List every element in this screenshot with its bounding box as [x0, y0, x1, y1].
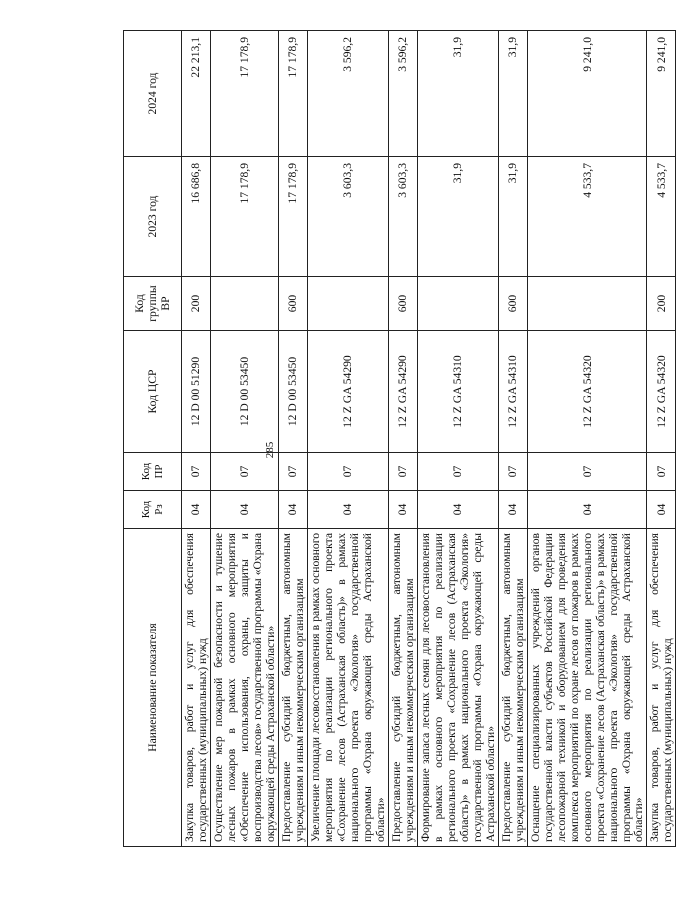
row-2023-cell: 3 603,3 — [388, 157, 417, 277]
header-pr: Код ПР — [124, 453, 182, 491]
table-header-row — [124, 31, 182, 847]
row-2023-cell: 31,9 — [498, 157, 527, 277]
row-csr-cell: 12 D 00 53450 — [210, 331, 278, 453]
row-name-cell: Предоставление субсидий бюджетным, автономным учреждениям и иным некоммерческим организациям — [498, 529, 527, 847]
row-csr-cell: 12 D 00 51290 — [182, 331, 211, 453]
header-2024: 2024 год — [124, 31, 182, 157]
row-2023-cell: 16 686,8 — [182, 157, 211, 277]
row-pr-cell: 07 — [210, 453, 278, 491]
row-2023-cell: 17 178,9 — [278, 157, 307, 277]
table-row — [307, 31, 388, 847]
row-vr-cell — [307, 277, 388, 331]
row-name-cell: Оснащение специализированных учреждений органов государственной власти субъектов Российской Федерации лесопожарной техникой и оборудованием для проведения комплекса мероприятий по охране лесов от пожаров в рамках основного мероприятия по реализации регионального проекта «Сохранение лесов (Астраханская область)» в рамках национального проекта «Экология» государственной программы «Охрана окружающей среды Астраханской области» — [527, 529, 647, 847]
row-2024-cell: 17 178,9 — [278, 31, 307, 157]
row-pr-cell: 07 — [647, 453, 676, 491]
row-pr-cell: 07 — [278, 453, 307, 491]
table-row — [527, 31, 647, 847]
page-number: 285 — [264, 441, 276, 459]
row-rz-cell: 04 — [278, 491, 307, 529]
row-csr-cell: 12 Z GA 54320 — [527, 331, 647, 453]
row-name-cell: Осуществление мер пожарной безопасности и тушение лесных пожаров в рамках основного мероприятия «Обеспечение использования, охраны, защиты и воспроизводства лесов» государственной программы «Охрана окружающей среды Астраханской области» — [210, 529, 278, 847]
header-name: Наименование показателя — [124, 529, 182, 847]
row-2024-cell: 9 241,0 — [527, 31, 647, 157]
row-pr-cell: 07 — [307, 453, 388, 491]
row-2024-cell: 9 241,0 — [647, 31, 676, 157]
row-rz-cell: 04 — [307, 491, 388, 529]
row-vr-cell — [210, 277, 278, 331]
table-row — [417, 31, 498, 847]
row-csr-cell: 12 Z GA 54310 — [498, 331, 527, 453]
row-rz-cell: 04 — [647, 491, 676, 529]
row-vr-cell: 200 — [647, 277, 676, 331]
header-2023: 2023 год — [124, 157, 182, 277]
row-pr-cell: 07 — [417, 453, 498, 491]
row-rz-cell: 04 — [527, 491, 647, 529]
row-name-cell: Предоставление субсидий бюджетным, автономным учреждениям и иным некоммерческим организациям — [278, 529, 307, 847]
table-row — [278, 31, 307, 847]
row-rz-cell: 04 — [498, 491, 527, 529]
row-2023-cell: 4 533,7 — [527, 157, 647, 277]
row-pr-cell: 07 — [182, 453, 211, 491]
row-csr-cell: 12 D 00 53450 — [278, 331, 307, 453]
row-csr-cell: 12 Z GA 54290 — [388, 331, 417, 453]
row-csr-cell: 12 Z GA 54320 — [647, 331, 676, 453]
row-name-cell: Предоставление субсидий бюджетным, автономным учреждениям и иным некоммерческим организациям — [388, 529, 417, 847]
row-csr-cell: 12 Z GA 54310 — [417, 331, 498, 453]
row-vr-cell: 600 — [498, 277, 527, 331]
row-2024-cell: 31,9 — [498, 31, 527, 157]
table-row — [498, 31, 527, 847]
row-vr-cell: 600 — [388, 277, 417, 331]
row-2023-cell: 3 603,3 — [307, 157, 388, 277]
row-rz-cell: 04 — [417, 491, 498, 529]
row-2024-cell: 31,9 — [417, 31, 498, 157]
row-rz-cell: 04 — [182, 491, 211, 529]
row-2024-cell: 3 596,2 — [388, 31, 417, 157]
row-csr-cell: 12 Z GA 54290 — [307, 331, 388, 453]
row-pr-cell: 07 — [388, 453, 417, 491]
row-pr-cell: 07 — [498, 453, 527, 491]
rotated-table-container — [123, 31, 675, 847]
header-rz: Код Рз — [124, 491, 182, 529]
header-csr: Код ЦСР — [124, 331, 182, 453]
row-2023-cell: 17 178,9 — [210, 157, 278, 277]
budget-table — [123, 30, 676, 847]
header-vr: Код группы ВР — [124, 277, 182, 331]
row-vr-cell: 200 — [182, 277, 211, 331]
row-pr-cell: 07 — [527, 453, 647, 491]
row-name-cell: Закупка товаров, работ и услуг для обеспечения государственных (муниципальных) нужд — [182, 529, 211, 847]
row-rz-cell: 04 — [388, 491, 417, 529]
row-vr-cell: 600 — [278, 277, 307, 331]
table-row — [647, 31, 676, 847]
table-row — [182, 31, 211, 847]
table-row — [388, 31, 417, 847]
row-name-cell: Увеличение площади лесовосстановления в рамках основного мероприятия по реализации регионального проекта «Сохранение лесов (Астраханская область)» в рамках национального проекта «Экология» государственной программы «Охрана окружающей среды Астраханской области» — [307, 529, 388, 847]
row-2024-cell: 17 178,9 — [210, 31, 278, 157]
row-2023-cell: 4 533,7 — [647, 157, 676, 277]
row-vr-cell — [417, 277, 498, 331]
row-name-cell: Формирование запаса лесных семян для лесовосстановления в рамках основного мероприятия по реализации регионального проекта «Сохранение лесов (Астраханская область)» в рамках национального проекта «Экология» государственной программы «Охрана окружающей среды Астраханской области» — [417, 529, 498, 847]
table-row — [210, 31, 278, 847]
row-2023-cell: 31,9 — [417, 157, 498, 277]
row-2024-cell: 3 596,2 — [307, 31, 388, 157]
row-vr-cell — [527, 277, 647, 331]
row-name-cell: Закупка товаров, работ и услуг для обеспечения государственных (муниципальных) нужд — [647, 529, 676, 847]
row-2024-cell: 22 213,1 — [182, 31, 211, 157]
row-rz-cell: 04 — [210, 491, 278, 529]
